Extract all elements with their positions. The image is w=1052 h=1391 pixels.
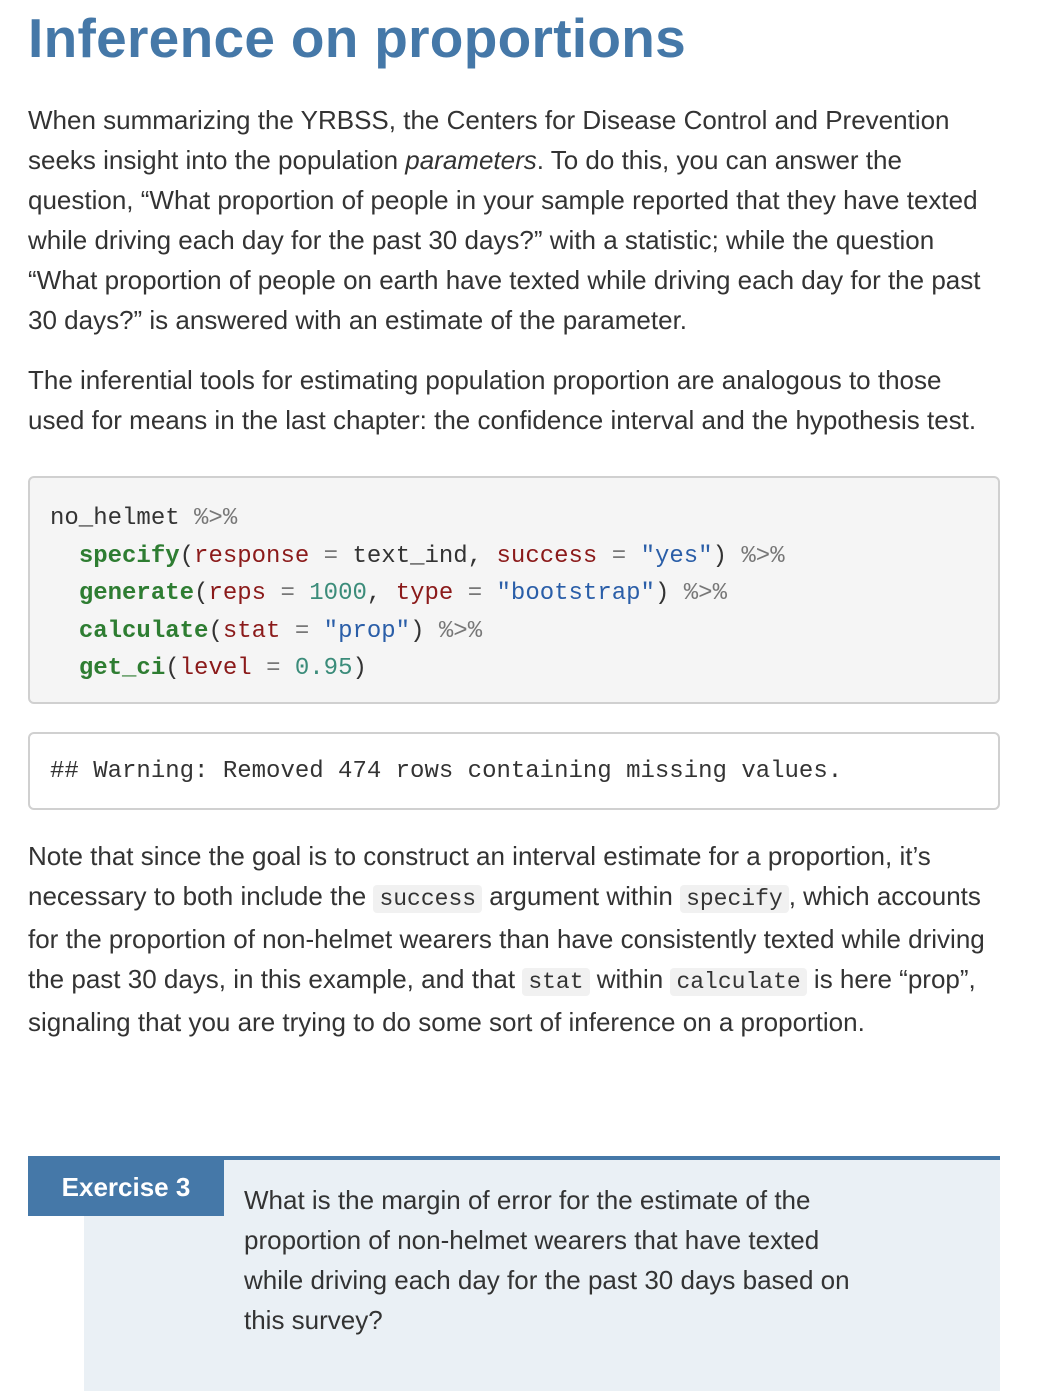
output-block[interactable]: ## Warning: Removed 474 rows containing missing values.: [28, 732, 1000, 810]
code-block[interactable]: [28, 476, 1000, 704]
exercise-label: Exercise 3: [28, 1156, 224, 1216]
inline-code-specify: specify: [680, 885, 789, 913]
document-page: [28, 0, 1000, 1335]
inline-code-stat: stat: [522, 968, 589, 996]
exercise-question: What is the margin of error for the estimate of the proportion of non-helmet wearers that have texted while driving each day for the past 30 days based on this survey?: [244, 1185, 850, 1335]
code-line-4: calculate(stat = "prop") %>%: [78, 617, 483, 645]
code-line-2: specify(response = text_ind, success = "yes") %>%: [78, 542, 785, 570]
tools-paragraph: The inferential tools for estimating population proportion are analogous to those used for means in the last chapter: the confidence interval and the hypothesis test.: [28, 365, 977, 435]
intro-emphasis: parameters: [405, 145, 537, 175]
page-title: Inference on proportions: [28, 7, 687, 69]
intro-paragraph: [28, 100, 1000, 340]
code-line-5: get_ci(level = 0.95): [78, 655, 367, 682]
inline-code-calculate: calculate: [670, 968, 806, 996]
code-line-3: generate(reps = 1000, type = "bootstrap") %>%: [78, 580, 727, 607]
note-paragraph: Note that since the goal is to construct an interval estimate for a proportion, it’s necessary to both include the success argument within specify , which accounts for the proportion of non-helmet wearers than have consistently texted while driving the past 30 days, in this example, and that stat within calculate is here “prop”, signaling that you are trying to do some sort of inference on a proportion.: [28, 841, 985, 1037]
intro-text-before: When summarizing the YRBSS, the Centers for Disease Control and Prevention seeks insight into the population: [28, 105, 950, 175]
code-line-1: no_helmet %>%: [50, 505, 238, 532]
inline-code-success: success: [373, 885, 482, 913]
exercise-box: [28, 1156, 1000, 1391]
intro-text-after: . To do this, you can answer the question, “What proportion of people in your sample reported that they have texted while driving each day for the past 30 days?” with a statistic; while the question “What proportion of people on earth have texted while driving each day for the past 30 days?” is answered with an estimate of the parameter.: [28, 145, 981, 335]
